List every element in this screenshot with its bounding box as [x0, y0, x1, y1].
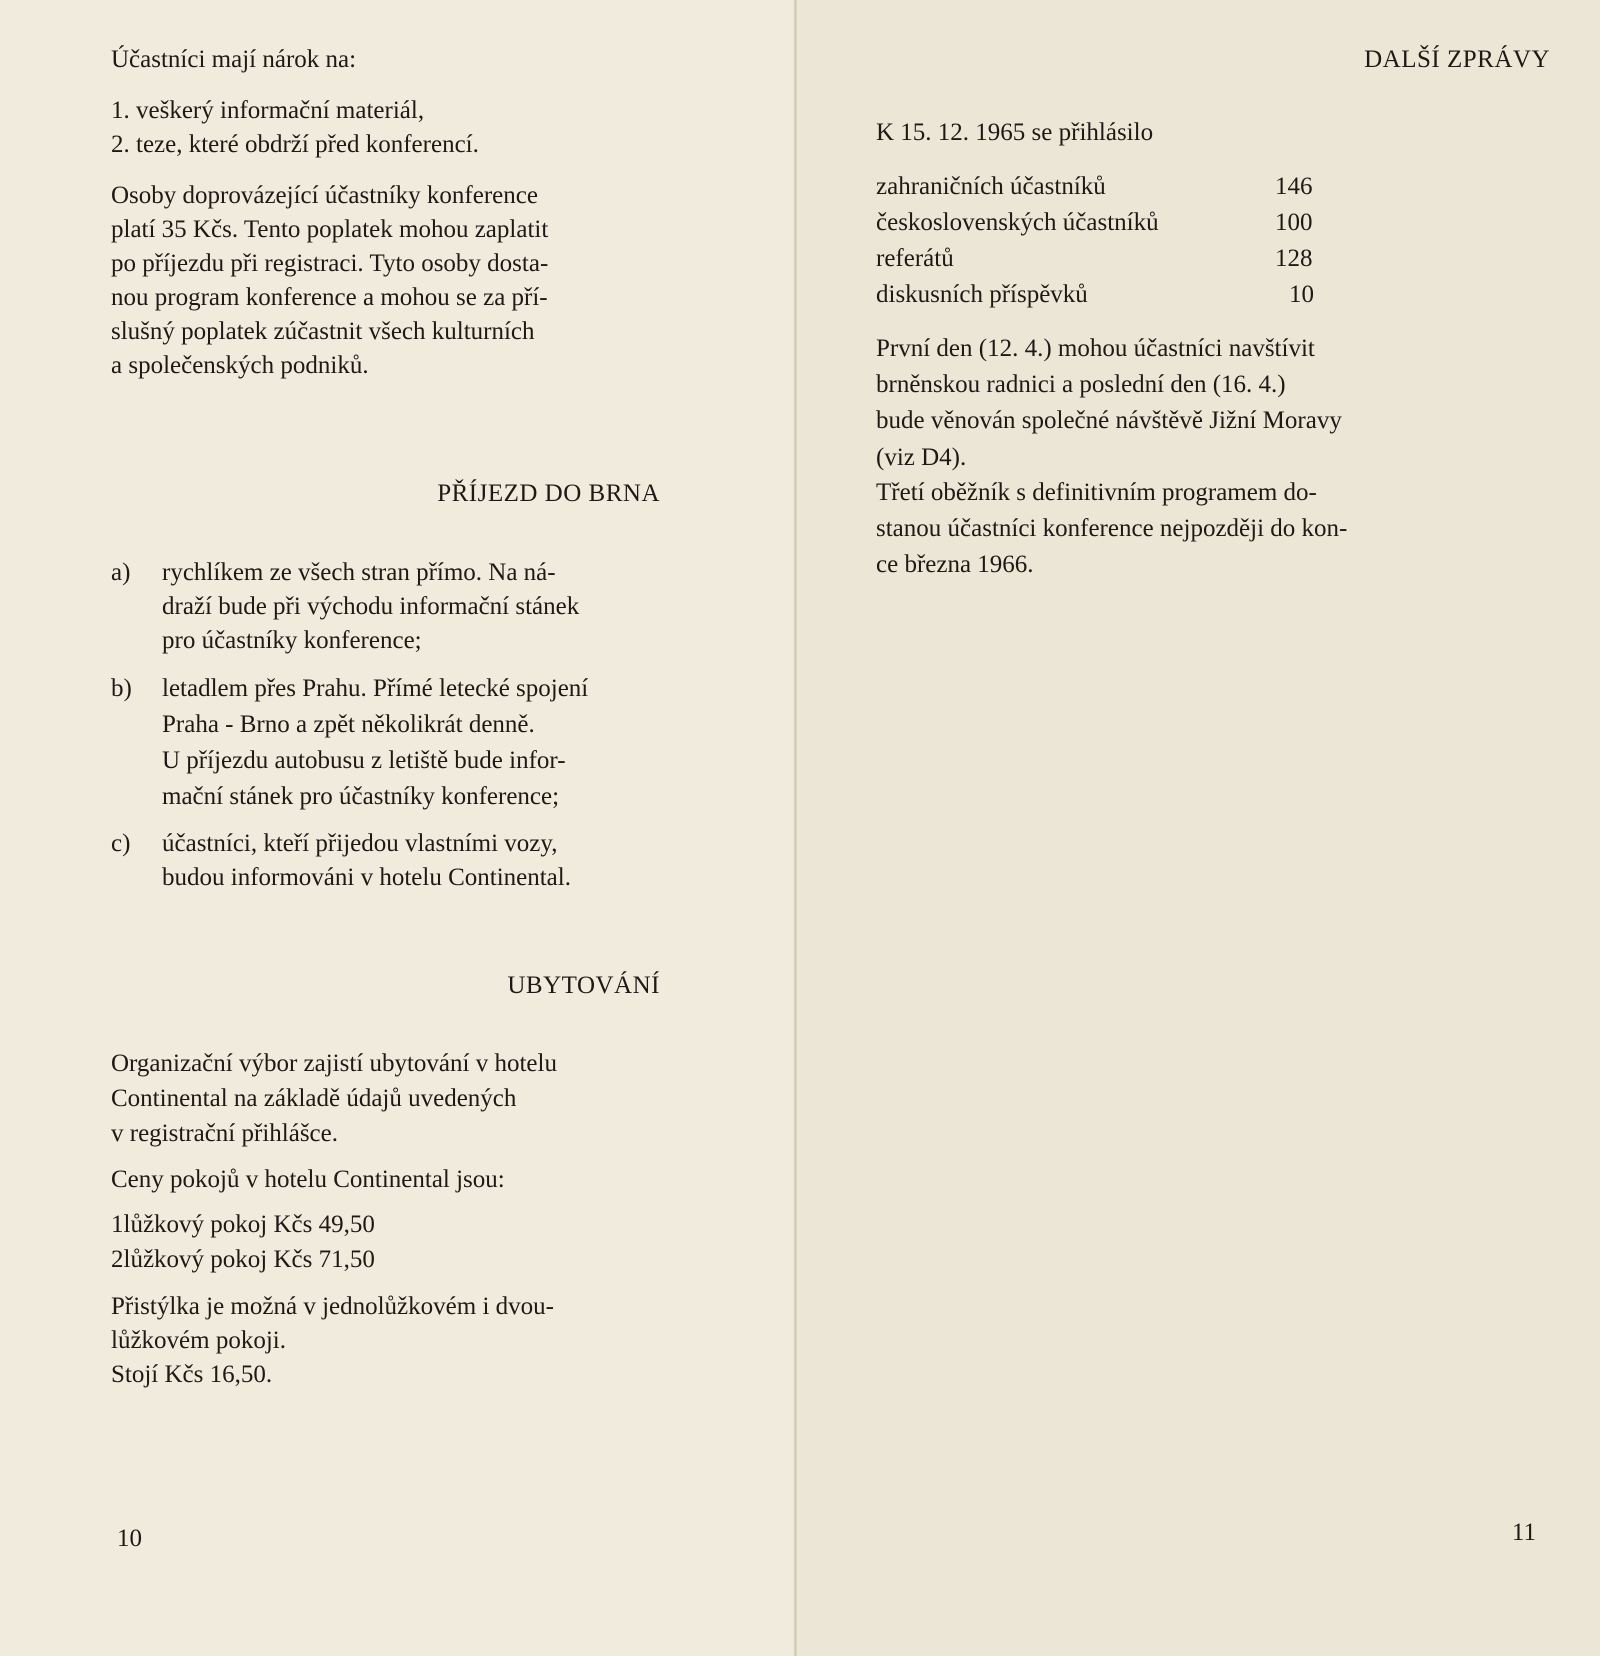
companions-line: platí 35 Kčs. Tento poplatek mohou zaplatit: [111, 216, 549, 243]
stat-value: 100: [1275, 209, 1313, 236]
companions-line: a společenských podniků.: [111, 352, 369, 379]
accommodation-line: Continental na základě údajů uvedených: [111, 1085, 517, 1112]
registered-intro: K 15. 12. 1965 se přihlásilo: [876, 119, 1154, 146]
arrival-line: účastníci, kteří přijedou vlastními vozy,: [162, 830, 558, 857]
companions-line: Osoby doprovázející účastníky konference: [111, 182, 538, 209]
arrival-line: Praha - Brno a zpět několikrát denně.: [162, 711, 535, 738]
days-line: (viz D4).: [876, 444, 967, 471]
arrival-marker-c: c): [111, 830, 131, 857]
prices-intro: Ceny pokojů v hotelu Continental jsou:: [111, 1166, 505, 1193]
circular-line: Třetí oběžník s definitivním programem do-: [876, 479, 1317, 506]
arrival-line: draží bude při východu informační stánek: [162, 593, 580, 620]
extra-bed-line: Přistýlka je možná v jednolůžkovém i dvou-: [111, 1293, 554, 1320]
arrival-line: mační stánek pro účastníky konference;: [162, 783, 560, 810]
stat-label: diskusních příspěvků: [876, 281, 1088, 308]
circular-line: ce března 1966.: [876, 551, 1034, 578]
stat-label: československých účastníků: [876, 209, 1159, 236]
page-number-left: 10: [117, 1525, 142, 1552]
arrival-line: U příjezdu autobusu z letiště bude infor-: [162, 747, 566, 774]
entitlement-item: 1. veškerý informační materiál,: [111, 97, 425, 124]
accommodation-line: Organizační výbor zajistí ubytování v hotelu: [111, 1050, 557, 1077]
arrival-line: letadlem přes Prahu. Přímé letecké spojení: [162, 675, 589, 702]
accommodation-line: v registrační přihlášce.: [111, 1120, 338, 1147]
left-page: [0, 0, 797, 1656]
companions-line: po příjezdu při registraci. Tyto osoby dosta-: [111, 250, 549, 277]
right-page: [797, 0, 1600, 1656]
stat-value: 128: [1275, 245, 1313, 272]
stat-value: 146: [1275, 173, 1313, 200]
entitlement-item: 2. teze, které obdrží před konferencí.: [111, 131, 479, 158]
circular-line: stanou účastníci konference nejpozději do kon-: [876, 515, 1348, 542]
arrival-heading: PŘÍJEZD DO BRNA: [437, 480, 660, 507]
price-line: 2lůžkový pokoj Kčs 71,50: [111, 1246, 375, 1273]
extra-bed-line: Stojí Kčs 16,50.: [111, 1361, 273, 1388]
extra-bed-line: lůžkovém pokoji.: [111, 1327, 286, 1354]
companions-line: slušný poplatek zúčastnit všech kulturních: [111, 318, 535, 345]
companions-line: nou program konference a mohou se za pří-: [111, 284, 548, 311]
section-heading: DALŠÍ ZPRÁVY: [1364, 46, 1550, 73]
days-line: brněnskou radnici a poslední den (16. 4.): [876, 371, 1286, 398]
arrival-marker-a: a): [111, 559, 131, 586]
days-line: bude věnován společné návštěvě Jižní Moravy: [876, 407, 1342, 434]
arrival-line: rychlíkem ze všech stran přímo. Na ná-: [162, 559, 556, 586]
days-line: První den (12. 4.) mohou účastníci navštívit: [876, 335, 1315, 362]
arrival-line: pro účastníky konference;: [162, 627, 422, 654]
entitlements-intro: Účastníci mají nárok na:: [111, 46, 357, 73]
stat-value: 10: [1289, 281, 1314, 308]
arrival-line: budou informováni v hotelu Continental.: [162, 864, 571, 891]
stat-label: referátů: [876, 245, 954, 272]
page-number-right: 11: [1511, 1519, 1536, 1546]
price-line: 1lůžkový pokoj Kčs 49,50: [111, 1211, 375, 1238]
stat-label: zahraničních účastníků: [876, 173, 1106, 200]
arrival-marker-b: b): [111, 675, 132, 702]
accommodation-heading: UBYTOVÁNÍ: [507, 972, 660, 999]
